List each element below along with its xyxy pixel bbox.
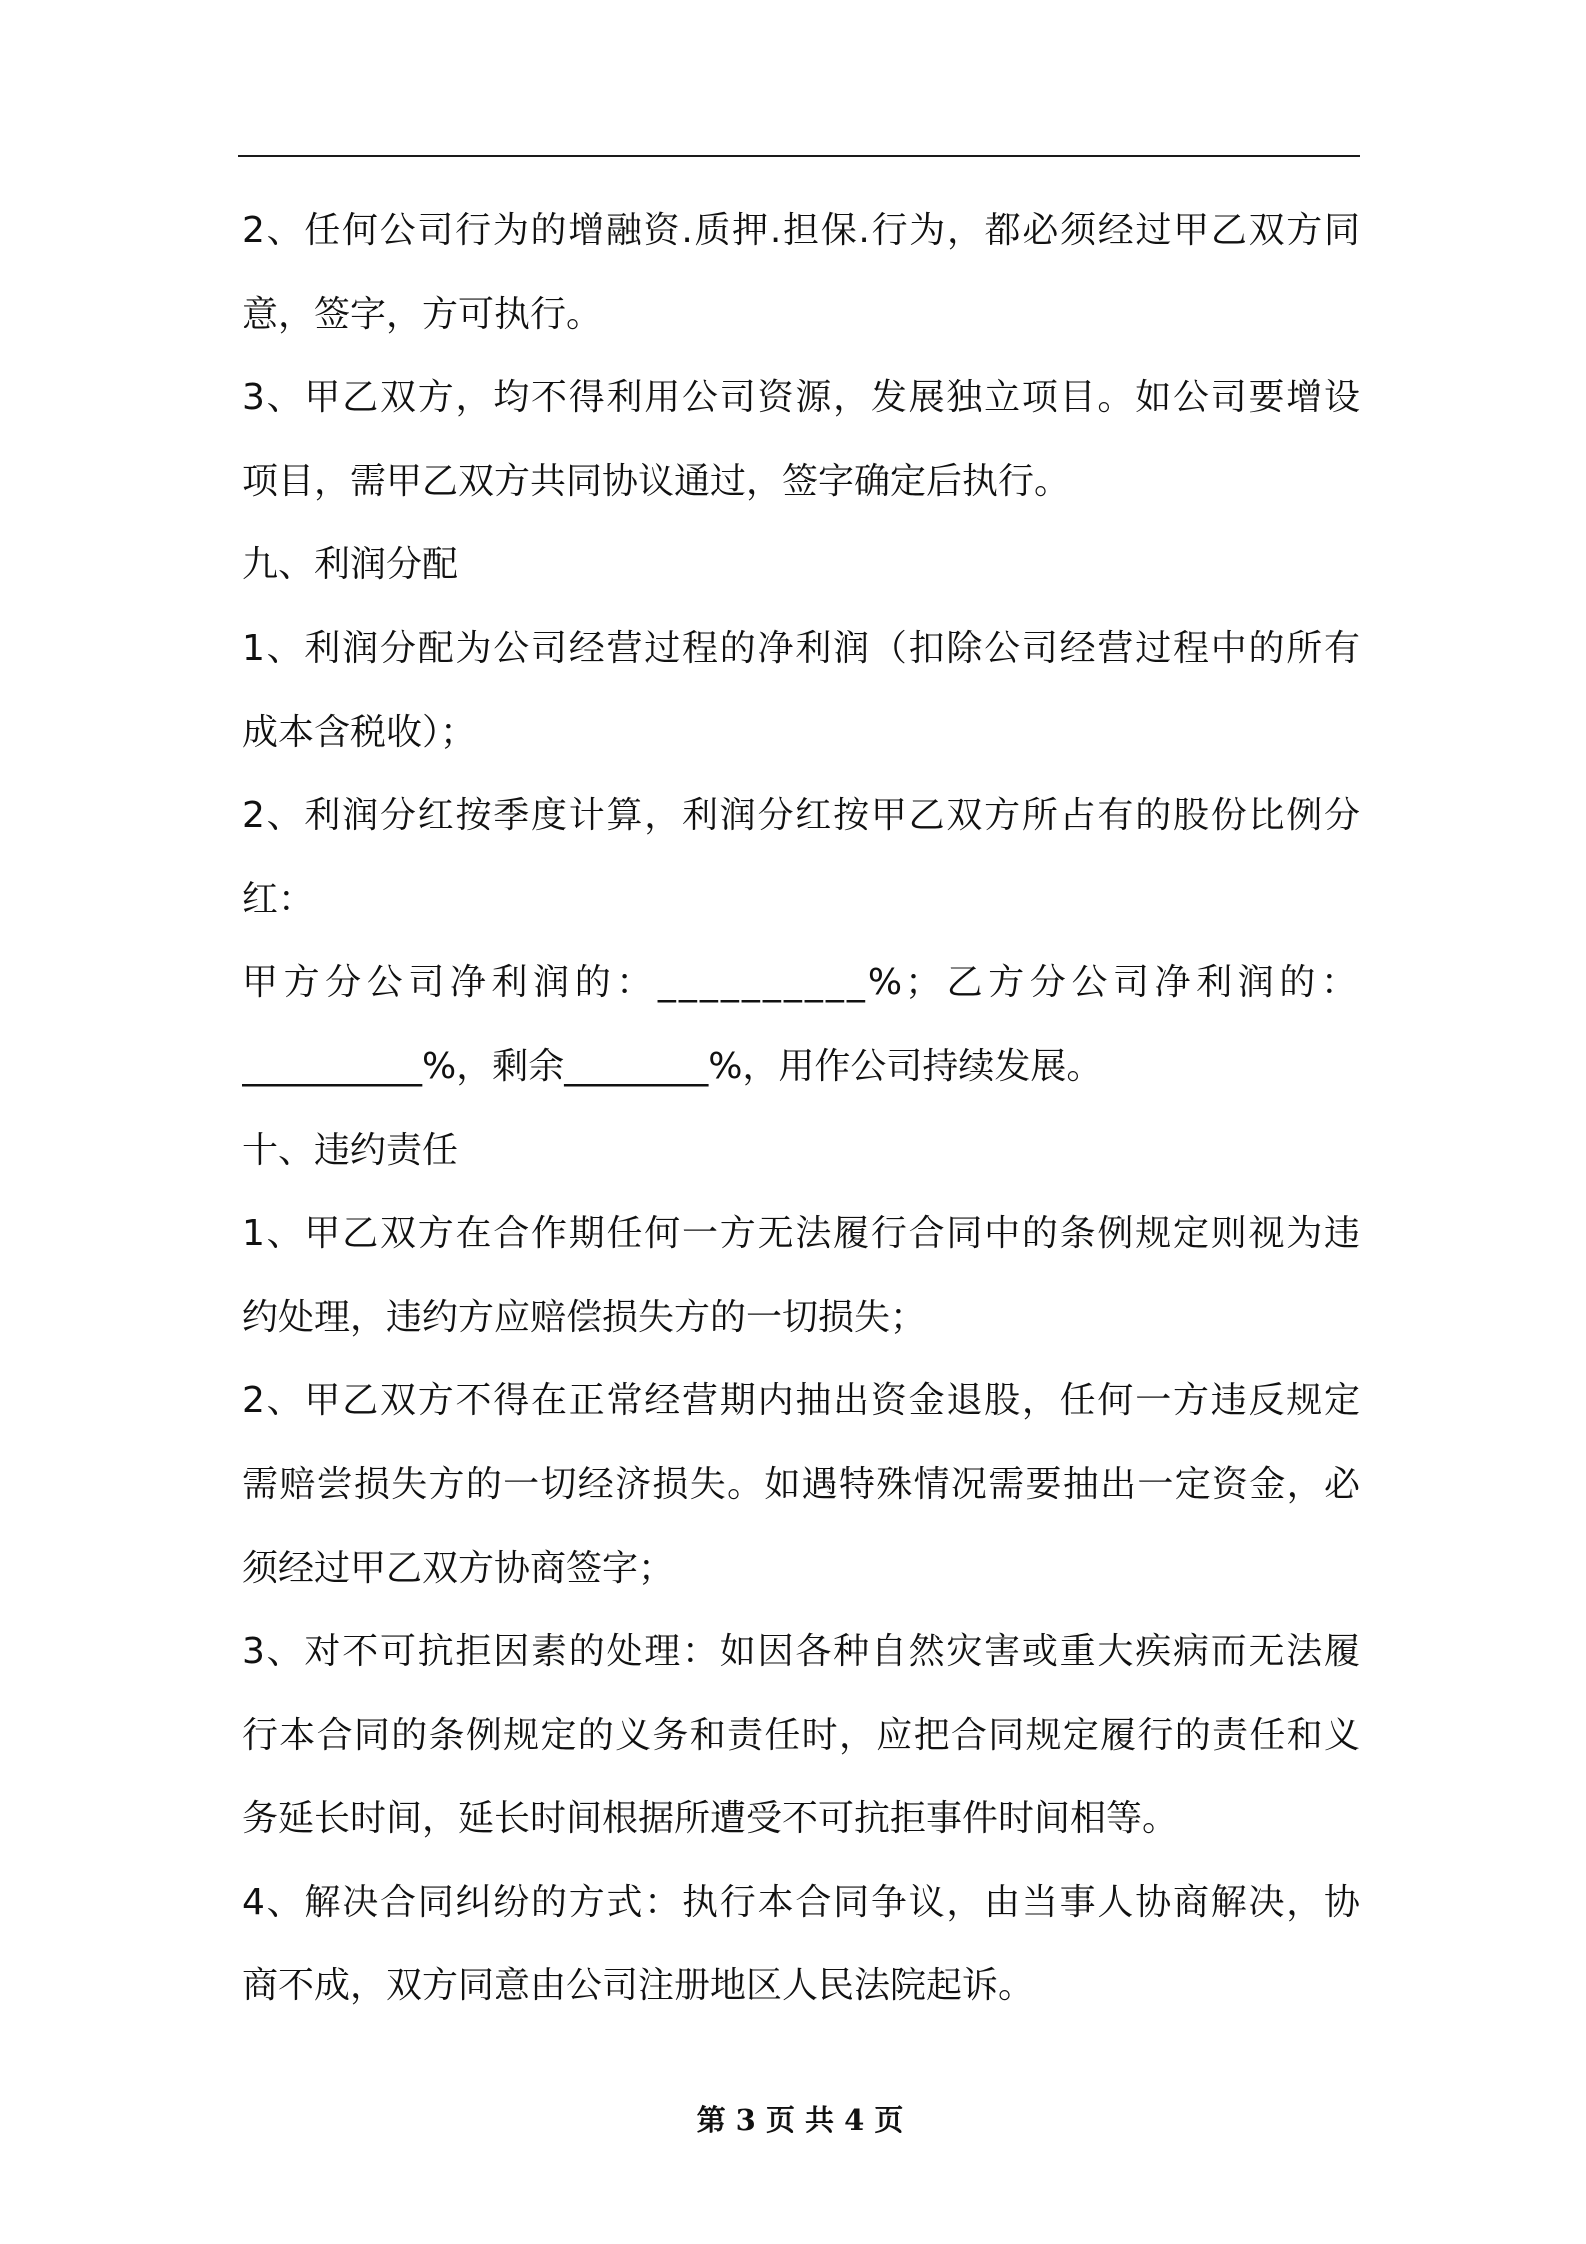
section-heading: 九、利润分配 bbox=[242, 544, 459, 586]
paragraph-line: 红： bbox=[242, 878, 315, 920]
section-heading: 十、违约责任 bbox=[242, 1129, 459, 1171]
paragraph-line: 意，签字，方可执行。 bbox=[242, 293, 603, 335]
profit-share-line: __________%，剩余________%，用作公司持续发展。 bbox=[242, 1045, 1103, 1087]
paragraph-line: 商不成，双方同意由公司注册地区人民法院起诉。 bbox=[242, 1965, 1035, 2007]
paragraph-line: 项目，需甲乙双方共同协议通过，签字确定后执行。 bbox=[242, 460, 1071, 502]
paragraph-line: 1、利润分配为公司经营过程的净利润（扣除公司经营过程中的所有 bbox=[242, 627, 1360, 669]
paragraph-line: 务延长时间，延长时间根据所遭受不可抗拒事件时间相等。 bbox=[242, 1798, 1179, 1840]
header-rule bbox=[238, 155, 1360, 157]
paragraph-line: 2、任何公司行为的增融资.质押.担保.行为，都必须经过甲乙双方同 bbox=[242, 210, 1360, 251]
page-number: 第 3 页 共 4 页 bbox=[696, 2103, 904, 2137]
profit-share-line: 甲方分公司净利润的：__________%；乙方分公司净利润的： bbox=[242, 962, 1360, 1004]
document-body bbox=[242, 189, 1360, 2028]
paragraph-line: 3、对不可抗拒因素的处理：如因各种自然灾害或重大疾病而无法履 bbox=[242, 1631, 1360, 1673]
paragraph-line: 3、甲乙双方，均不得利用公司资源，发展独立项目。如公司要增设 bbox=[242, 377, 1360, 419]
paragraph-line: 成本含税收）； bbox=[242, 711, 477, 753]
paragraph-line: 4、解决合同纠纷的方式：执行本合同争议，由当事人协商解决，协 bbox=[242, 1881, 1360, 1923]
paragraph-line: 需赔尝损失方的一切经济损失。如遇特殊情况需要抽出一定资金，必 bbox=[242, 1463, 1360, 1505]
paragraph-line: 2、甲乙双方不得在正常经营期内抽出资金退股，任何一方违反规定 bbox=[242, 1380, 1360, 1422]
paragraph-line: 约处理，违约方应赔偿损失方的一切损失； bbox=[242, 1296, 927, 1338]
paragraph-line: 须经过甲乙双方协商签字； bbox=[242, 1547, 675, 1589]
paragraph-line: 1、甲乙双方在合作期任何一方无法履行合同中的条例规定则视为违 bbox=[242, 1213, 1360, 1255]
paragraph-line: 2、利润分红按季度计算，利润分红按甲乙双方所占有的股份比例分 bbox=[242, 795, 1360, 837]
paragraph-line: 行本合同的条例规定的义务和责任时，应把合同规定履行的责任和义 bbox=[242, 1714, 1360, 1756]
